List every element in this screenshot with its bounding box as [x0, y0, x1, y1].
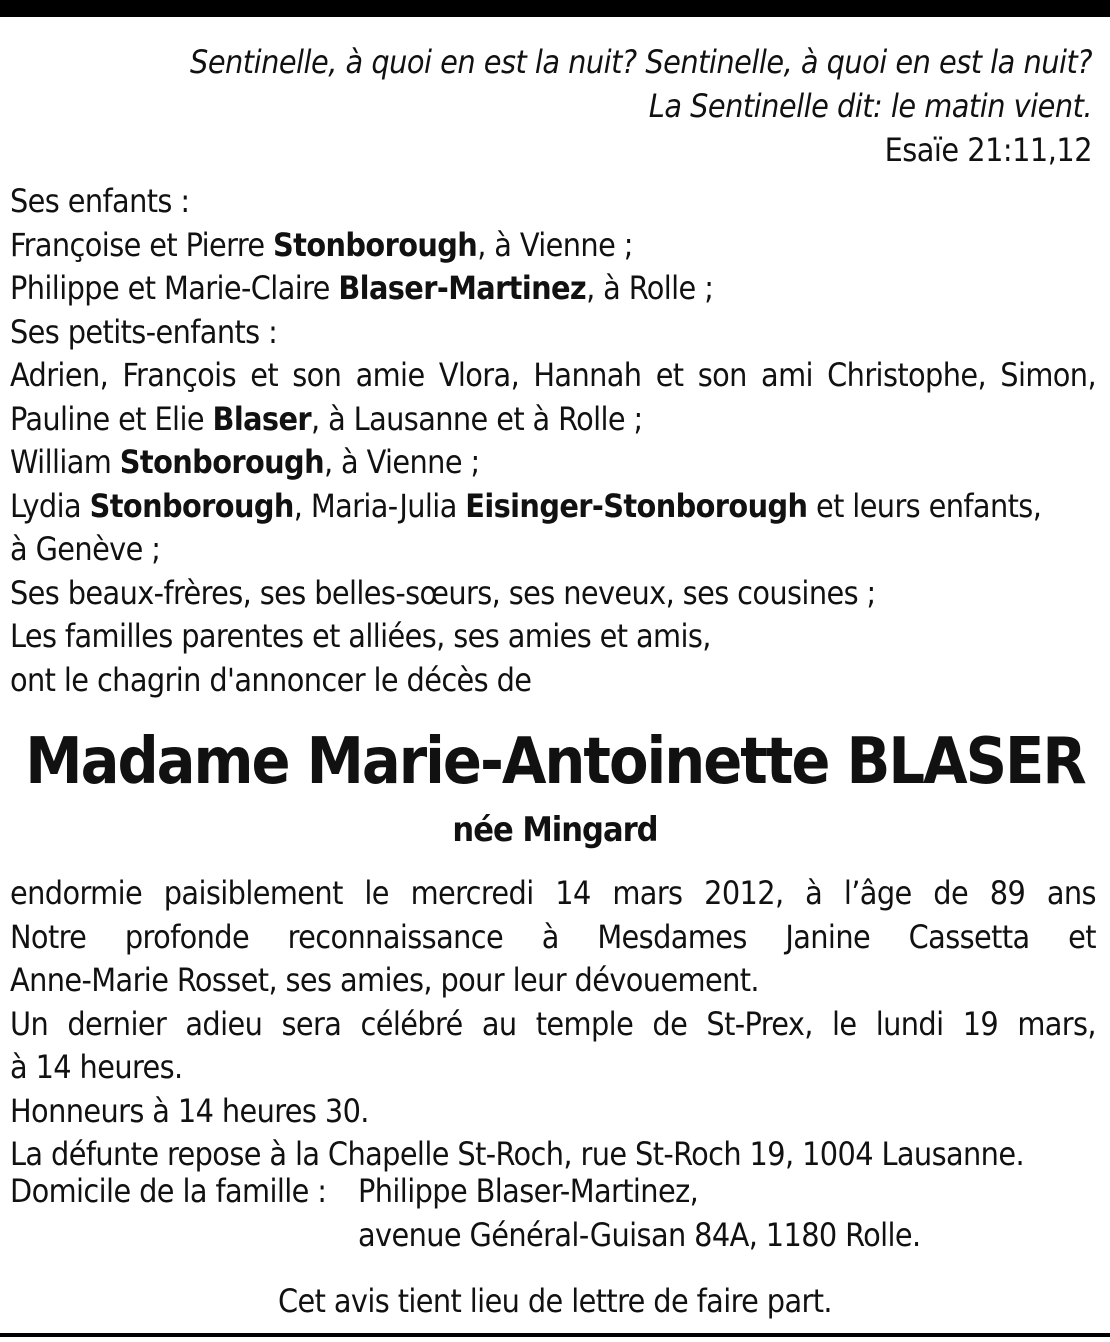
honours-line: Honneurs à 14 heures 30.: [10, 1091, 369, 1130]
word: célébré: [360, 1004, 463, 1043]
word: l’âge: [843, 874, 912, 912]
children-heading: Ses enfants :: [10, 182, 190, 220]
grandchildren-line-4: Lydia Stonborough, Maria-Julia Eisinger-Stonborough et leurs enfants,: [10, 486, 1042, 525]
child-line-2: Philippe et Marie-Claire Blaser-Martinez, à Rolle ;: [10, 269, 714, 307]
word: profonde: [124, 917, 250, 956]
surname: Stonborough: [273, 225, 478, 264]
word: François: [122, 356, 236, 394]
surname: Blaser-Martinez: [338, 269, 587, 307]
farewell-line-1: [10, 1003, 1096, 1047]
word: de: [933, 874, 969, 912]
surname: Blaser: [212, 399, 312, 438]
word: endormie: [10, 874, 143, 912]
verse-line-1: Sentinelle, à quoi en est la nuit? Sentinelle, à quoi en est la nuit?: [190, 43, 1092, 81]
domicile-street: avenue Général-Guisan 84A, 1180 Rolle.: [358, 1215, 921, 1254]
word: Cassetta: [908, 917, 1030, 956]
word: temple: [535, 1004, 634, 1043]
domicile-name: Philippe Blaser-Martinez,: [358, 1172, 699, 1210]
death-line: [10, 872, 1096, 916]
word: paisiblement: [163, 874, 343, 912]
grandchildren-line-5: à Genève ;: [10, 530, 161, 568]
word: Adrien,: [10, 356, 109, 394]
surname: Stonborough: [119, 443, 324, 481]
word: Notre: [10, 917, 87, 956]
word: Hannah: [533, 356, 642, 394]
word: 2012,: [704, 874, 784, 912]
word: son: [292, 356, 342, 394]
word: mars: [612, 874, 683, 912]
word: ami: [761, 356, 813, 394]
in-laws-line: Ses beaux-frères, ses belles-sœurs, ses neveux, ses cousines ;: [10, 573, 876, 612]
verse-reference: Esaïe 21:11,12: [884, 131, 1092, 169]
word: 89: [989, 874, 1026, 912]
funeral-details: [10, 872, 1096, 1177]
bottom-border-rule: [0, 1333, 1110, 1337]
word: et: [1068, 917, 1096, 956]
word: et: [250, 356, 279, 394]
word: adieu: [185, 1004, 263, 1043]
family-list: [10, 180, 1096, 702]
word: mercredi: [410, 874, 534, 912]
word: 19: [962, 1004, 999, 1043]
word: Un: [10, 1004, 49, 1043]
word: ans: [1046, 874, 1096, 912]
word: et: [655, 356, 684, 394]
word: Simon,: [1000, 356, 1096, 394]
announcement-line: ont le chagrin d'annoncer le décès de: [10, 660, 532, 699]
word: à: [541, 917, 559, 956]
rests-line: La défunte repose à la Chapelle St-Roch, rue St-Roch 19, 1004 Lausanne.: [10, 1135, 1024, 1173]
word: dernier: [67, 1004, 167, 1043]
word: sera: [281, 1004, 342, 1043]
word: St-Prex,: [706, 1004, 813, 1043]
word: 14: [555, 874, 591, 912]
child-line-1: Françoise et Pierre Stonborough, à Vienne ;: [10, 225, 633, 264]
top-border-rule: [0, 0, 1110, 17]
word: lundi: [875, 1004, 944, 1043]
word: le: [364, 874, 389, 912]
word: reconnaissance: [287, 917, 504, 956]
grandchildren-line-1: [10, 354, 1096, 398]
word: Vlora,: [438, 356, 520, 394]
verse-line-2: La Sentinelle dit: le matin vient.: [648, 87, 1092, 125]
word: au: [481, 1004, 517, 1043]
surname: Stonborough: [89, 486, 294, 525]
word: mars,: [1017, 1004, 1096, 1043]
grandchildren-heading: Ses petits-enfants :: [10, 312, 278, 351]
surname: Eisinger-Stonborough: [465, 486, 808, 525]
deceased-name: Madame Marie-Antoinette BLASER: [25, 725, 1085, 799]
domicile-address: [358, 1170, 921, 1257]
grandchildren-line-3: William Stonborough, à Vienne ;: [10, 443, 480, 481]
bible-verse: [190, 40, 1092, 172]
relatives-line: Les familles parentes et alliées, ses amies et amis,: [10, 617, 711, 655]
word: de: [652, 1004, 688, 1043]
word: Mesdames: [597, 917, 747, 956]
thanks-line-1: [10, 916, 1096, 960]
grandchildren-line-2: Pauline et Elie Blaser, à Lausanne et à Rolle ;: [10, 399, 643, 438]
word: amie: [355, 356, 425, 394]
maiden-name: née Mingard: [452, 810, 658, 850]
word: Christophe,: [827, 356, 987, 394]
word: son: [697, 356, 747, 394]
word: le: [831, 1004, 857, 1043]
thanks-line-2: Anne-Marie Rosset, ses amies, pour leur dévouement.: [10, 961, 759, 999]
domicile-label: Domicile de la famille :: [10, 1172, 327, 1210]
word: à: [805, 874, 823, 912]
closing-note: Cet avis tient lieu de lettre de faire part.: [278, 1282, 832, 1320]
word: Janine: [785, 917, 871, 956]
farewell-line-2: à 14 heures.: [10, 1048, 183, 1086]
